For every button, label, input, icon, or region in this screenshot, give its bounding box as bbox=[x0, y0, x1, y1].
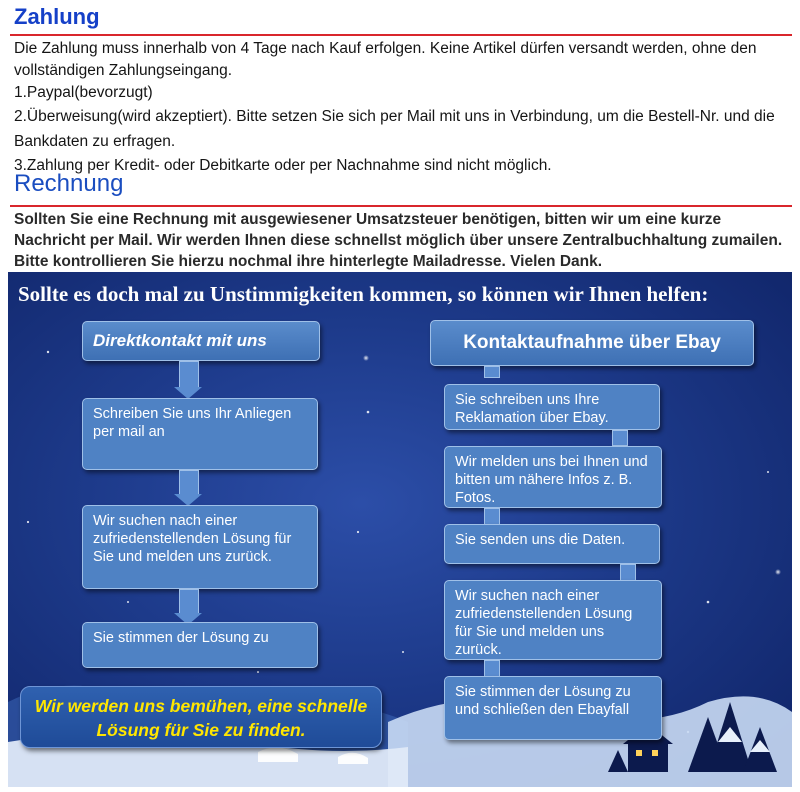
header-direktkontakt-label: Direktkontakt mit uns bbox=[93, 331, 267, 350]
zahlung-item-paypal: 1.Paypal(bevorzugt) bbox=[14, 84, 153, 101]
slogan-text: Wir werden uns bemühen, eine schnelle Lösung für Sie zu finden. bbox=[34, 696, 368, 740]
right-step-1 bbox=[444, 384, 660, 430]
left-step-2 bbox=[82, 505, 318, 589]
zahlung-title: Zahlung bbox=[14, 4, 100, 29]
right-step-4-text: Wir suchen nach einer zufriedenstellenden Lösung für Sie und melden uns zurück. bbox=[455, 588, 633, 658]
right-step-1-text: Sie schreiben uns Ihre Reklamation über Ebay. bbox=[455, 392, 609, 426]
right-step-3-text: Sie senden uns die Daten. bbox=[455, 532, 626, 548]
right-step-4 bbox=[444, 580, 662, 660]
section-divider bbox=[10, 34, 792, 36]
left-step-1-text: Schreiben Sie uns Ihr Anliegen per mail an bbox=[93, 406, 292, 440]
right-step-3 bbox=[444, 524, 660, 564]
zahlung-intro: Die Zahlung muss innerhalb von 4 Tage nach Kauf erfolgen. Keine Artikel dürfen versandt werden, ohne den vollständigen Zahlungseingang. bbox=[14, 40, 757, 79]
right-step-5 bbox=[444, 676, 662, 740]
right-step-2 bbox=[444, 446, 662, 508]
panel-headline: Sollte es doch mal zu Unstimmigkeiten kommen, so können wir Ihnen helfen: bbox=[18, 282, 709, 306]
rechnung-text: Sollten Sie eine Rechnung mit ausgewiesener Umsatzsteuer benötigen, bitten wir um eine kurze Nachricht per Mail. Wir werden Ihnen diese schnellst möglich über unsere Zentralbuchhaltung zumailen. Bitte kontrollieren Sie hierzu nochmal ihre hinterlegte Mailadresse. Vielen Dank. bbox=[14, 211, 783, 270]
zahlung-item-ueberweisung: 2.Überweisung(wird akzeptiert). Bitte setzen Sie sich per Mail mit uns in Verbindung, um die Bestell-Nr. und die Bankdaten zu erfragen. bbox=[14, 108, 775, 150]
header-ebay bbox=[430, 320, 754, 366]
left-step-1 bbox=[82, 398, 318, 470]
rechnung-title: Rechnung bbox=[14, 170, 124, 197]
left-step-2-text: Wir suchen nach einer zufriedenstellenden Lösung für Sie und melden uns zurück. bbox=[93, 513, 292, 565]
zahlung-text bbox=[14, 38, 792, 177]
left-step-3-text: Sie stimmen der Lösung zu bbox=[93, 630, 269, 646]
header-direktkontakt bbox=[82, 321, 320, 361]
right-step-2-text: Wir melden uns bei Ihnen und bitten um nähere Infos z. B. Fotos. bbox=[455, 454, 648, 506]
header-ebay-label: Kontaktaufnahme über Ebay bbox=[463, 332, 721, 353]
left-step-3 bbox=[82, 622, 318, 668]
slogan-box bbox=[20, 686, 382, 748]
section-divider bbox=[10, 205, 792, 207]
help-flow-panel bbox=[8, 272, 792, 787]
zahlung-item-kredit: 3.Zahlung per Kredit- oder Debitkarte oder per Nachnahme sind nicht möglich. bbox=[14, 157, 552, 174]
right-step-5-text: Sie stimmen der Lösung zu und schließen den Ebayfall bbox=[455, 684, 631, 718]
